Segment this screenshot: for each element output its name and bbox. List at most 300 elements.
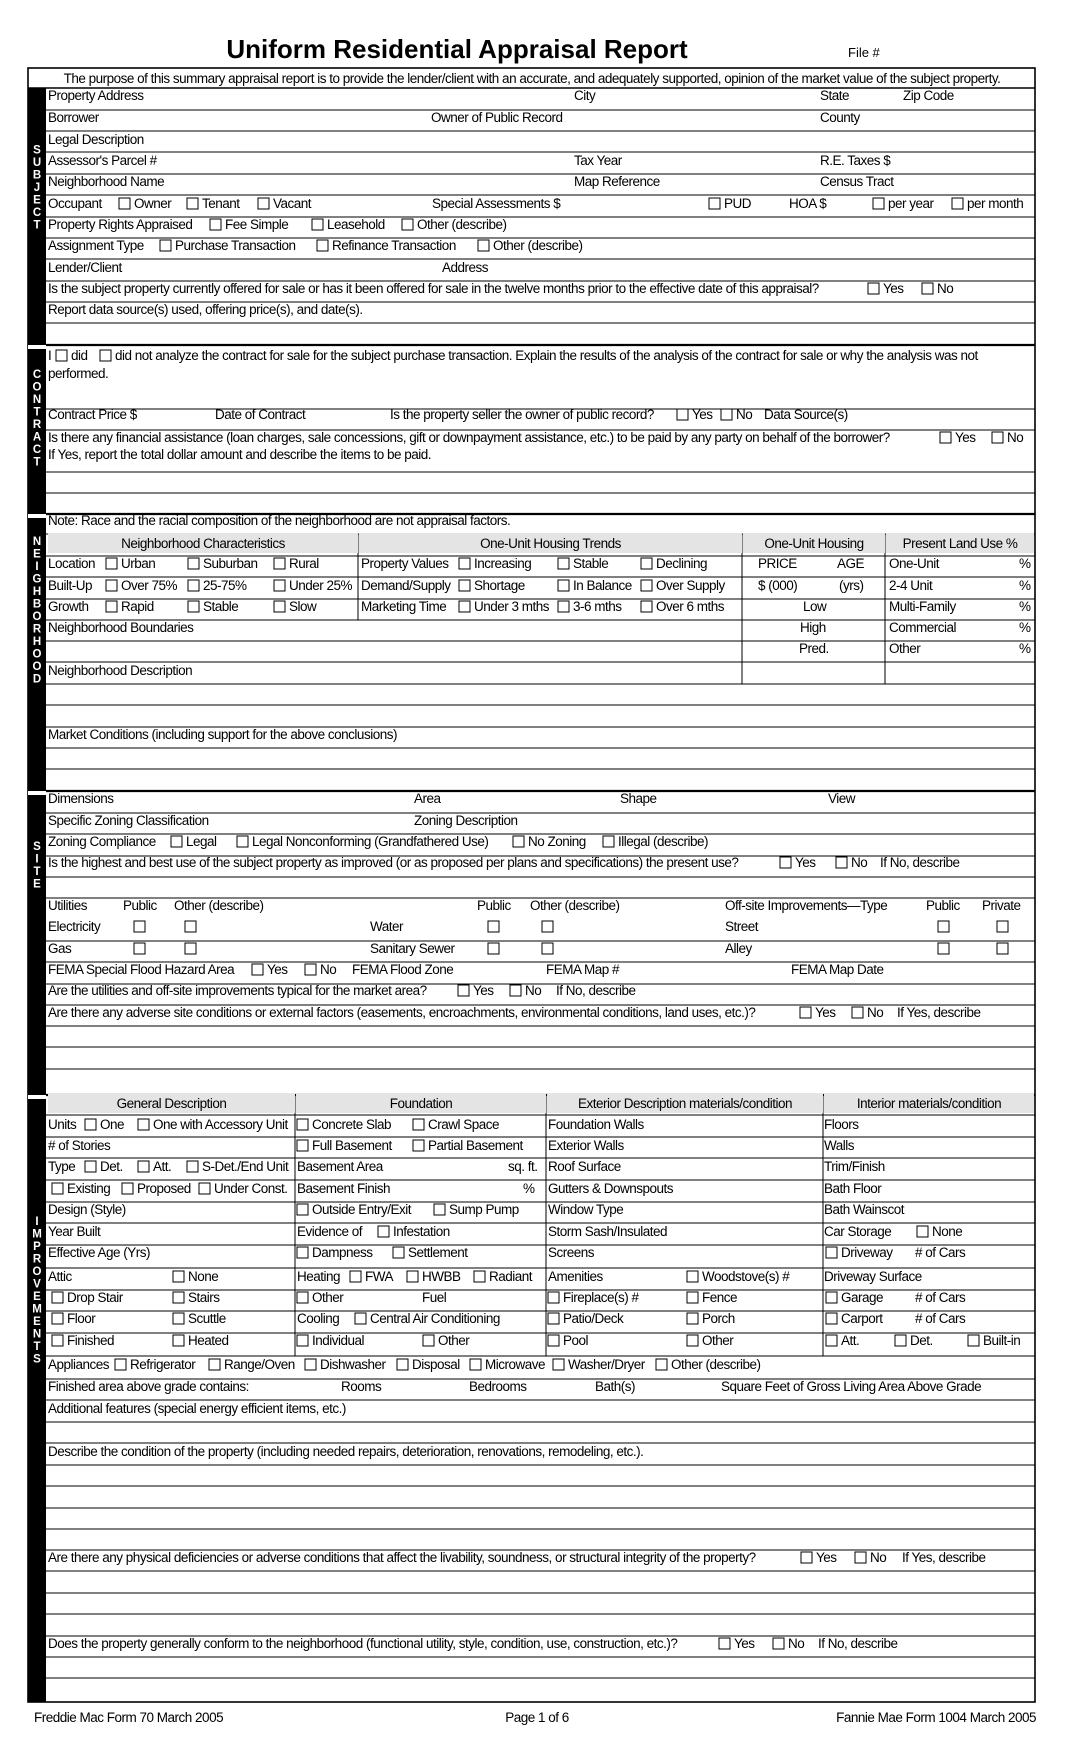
checkbox[interactable] [992,432,1003,443]
field-label: Square Feet of Gross Living Area Above Grade [721,1379,982,1394]
checkbox[interactable] [106,580,117,591]
field-label: Illegal (describe) [618,834,709,849]
field-label: Attic [48,1269,72,1284]
section-label-subject-char: B [32,169,42,182]
field-label: Growth [48,599,89,614]
checkbox[interactable] [458,985,469,996]
checkbox[interactable] [160,240,171,251]
checkbox[interactable] [940,432,951,443]
field-label: Specific Zoning Classification [48,813,209,828]
field-label: Leasehold [327,217,385,232]
field-label: If Yes, describe [897,1005,981,1020]
checkbox[interactable] [258,198,269,209]
section-notch [28,345,46,349]
checkbox[interactable] [134,943,145,954]
field-label: Borrower [48,110,99,125]
checkbox[interactable] [558,558,569,569]
field-label: Yes [883,281,904,296]
checkbox[interactable] [968,1335,979,1346]
checkbox[interactable] [185,921,196,932]
checkbox[interactable] [687,1335,698,1346]
checkbox[interactable] [106,558,117,569]
field-label: View [828,791,856,806]
field-label: Special Assessments $ [432,196,561,211]
section-label-improvements-char: P [33,1241,41,1253]
checkbox[interactable] [413,1140,424,1151]
field-label: Fence [702,1290,738,1305]
field-label: Built-in [983,1333,1021,1348]
field-label: Demand/Supply [361,578,451,593]
field-label: Legal Nonconforming (Grandfathered Use) [252,834,489,849]
field-label: Tenant [202,196,240,211]
section-label-neighborhood-char: E [33,548,41,561]
section-bar [28,88,46,1702]
checkbox[interactable] [641,601,652,612]
checkbox[interactable] [873,198,884,209]
checkbox[interactable] [917,1226,928,1237]
field-label: Screens [548,1245,595,1260]
field-label: Rooms [341,1379,382,1394]
field-label: Under 3 mths [474,599,550,614]
section-notch [28,791,46,795]
field-label: Garage [841,1290,884,1305]
table-header-label: Foundation [389,1096,453,1111]
checkbox[interactable] [407,1271,418,1282]
table-header-label: Neighborhood Characteristics [121,536,285,551]
field-label: Area [414,791,441,806]
checkbox[interactable] [52,1292,63,1303]
field-label: If No, describe [880,855,960,870]
field-label: Are there any physical deficiencies or adverse conditions that affect the livability, soundness, or structural integrity of the property? [48,1550,756,1565]
section-label-subject-char: S [33,144,41,157]
field-label: Fuel [422,1290,447,1305]
field-label: Declining [656,556,708,571]
field-label: High [800,620,826,635]
checkbox[interactable] [402,219,413,230]
checkbox[interactable] [305,1359,316,1370]
checkbox[interactable] [474,1271,485,1282]
field-label: Street [725,919,759,934]
footer-center: Page 1 of 6 [505,1710,569,1725]
checkbox[interactable] [134,921,145,932]
field-label: Shortage [474,578,525,593]
table-header-label: Interior materials/condition [856,1096,1002,1111]
field-label: HOA $ [789,196,827,211]
section-label-contract-char: R [32,419,42,431]
field-label: did not analyze the contract for sale for the subject purchase transaction. Explain the results of the analysis of the contract for sale or why the analysis was not [115,348,978,363]
section-label-neighborhood-char: O [32,611,42,623]
field-label: # of Cars [915,1245,966,1260]
checkbox[interactable] [938,921,949,932]
field-label: Porch [702,1311,735,1326]
checkbox[interactable] [826,1247,837,1258]
checkbox[interactable] [558,580,569,591]
section-label-improvements-char: R [32,1253,42,1266]
section-label-improvements-char: S [33,1353,41,1366]
section-label-contract-char: T [33,456,41,469]
checkbox[interactable] [510,985,521,996]
checkbox[interactable] [687,1313,698,1324]
form-title: Uniform Residential Appraisal Report [226,34,688,64]
field-label: Radiant [489,1269,533,1284]
field-label: Legal Description [48,132,144,147]
field-label: Other [889,641,921,656]
checkbox[interactable] [56,350,67,361]
field-label: Other (describe) [174,898,264,913]
checkbox[interactable] [922,283,933,294]
field-label: Neighborhood Name [48,174,165,189]
checkbox[interactable] [542,943,553,954]
checkbox[interactable] [173,1335,184,1346]
field-label: AGE [837,556,865,571]
field-label: performed. [48,366,109,381]
field-label: HWBB [422,1269,461,1284]
field-label: Public [926,898,960,913]
field-label: No [320,962,337,977]
field-label: Purchase Transaction [175,238,296,253]
checkbox[interactable] [997,921,1008,932]
field-label: (yrs) [839,578,864,593]
field-label: R.E. Taxes $ [820,153,891,168]
field-label: Heated [188,1333,229,1348]
field-label: Bath Wainscot [824,1202,905,1217]
field-label: Floor [67,1311,96,1326]
checkbox[interactable] [513,836,524,847]
checkbox[interactable] [434,1204,445,1215]
field-label: Basement Finish [297,1181,391,1196]
checkbox[interactable] [603,836,614,847]
field-label: % [1019,556,1031,571]
checkbox[interactable] [397,1359,408,1370]
field-label: Additional features (special energy efficient items, etc.) [48,1401,346,1416]
field-label: Suburban [203,556,258,571]
checkbox[interactable] [938,943,949,954]
checkbox[interactable] [773,1638,784,1649]
checkbox[interactable] [558,601,569,612]
field-label: Crawl Space [428,1117,500,1132]
field-label: Yes [795,855,816,870]
field-label: % [1019,578,1031,593]
checkbox[interactable] [185,943,196,954]
field-label: Finished [67,1333,115,1348]
field-label: Location [48,556,96,571]
section-notch [28,514,46,518]
checkbox[interactable] [297,1292,308,1303]
field-label: No [867,1005,884,1020]
field-label: Year Built [48,1224,101,1239]
table-header-label: One-Unit Housing [764,536,864,551]
checkbox[interactable] [187,1161,198,1172]
field-label: % [1019,599,1031,614]
checkbox[interactable] [895,1335,906,1346]
checkbox[interactable] [173,1292,184,1303]
field-label: Drop Stair [67,1290,123,1305]
section-label-subject-char: J [33,181,41,194]
file-number-label: File # [848,45,880,60]
section-label-neighborhood-char: O [32,648,42,661]
checkbox[interactable] [868,283,879,294]
field-label: Range/Oven [224,1357,295,1372]
field-label: sq. ft. [508,1159,538,1174]
checkbox[interactable] [855,1552,866,1563]
field-label: $ (000) [758,578,798,593]
field-label: Yes [816,1550,837,1565]
field-label: 3-6 mths [573,599,622,614]
section-label-improvements-char: E [33,1291,41,1303]
checkbox[interactable] [542,921,553,932]
checkbox[interactable] [52,1183,63,1194]
field-label: % [523,1181,535,1196]
section-label-site-char: I [35,853,39,866]
checkbox[interactable] [687,1292,698,1303]
checkbox[interactable] [297,1247,308,1258]
checkbox[interactable] [641,558,652,569]
field-label: Att. [841,1333,860,1348]
field-label: Are there any adverse site conditions or external factors (easements, encroachments, environmental conditions, land uses, etc.)? [48,1005,756,1020]
checkbox[interactable] [274,580,285,591]
field-label: Assignment Type [48,238,144,253]
checkbox[interactable] [800,1007,811,1018]
checkbox[interactable] [305,964,316,975]
section-label-site-char: S [33,841,41,853]
checkbox[interactable] [709,198,720,209]
field-label: Address [442,260,489,275]
checkbox[interactable] [470,1359,481,1370]
field-label: Zoning Description [414,813,518,828]
checkbox[interactable] [209,1359,220,1370]
checkbox[interactable] [119,198,130,209]
field-label: Sump Pump [449,1202,519,1217]
field-label: Under Const. [214,1181,288,1196]
checkbox[interactable] [780,857,791,868]
field-label: If Yes, report the total dollar amount and describe the items to be paid. [48,447,432,462]
field-label: City [574,88,596,103]
section-label-improvements-char: T [33,1341,41,1353]
section-label-neighborhood-char: I [35,561,39,573]
field-label: Is the property seller the owner of public record? [390,407,654,422]
field-label: Dimensions [48,791,114,806]
checkbox[interactable] [274,601,285,612]
checkbox[interactable] [210,219,221,230]
field-label: Concrete Slab [312,1117,392,1132]
footer-right: Fannie Mae Form 1004 March 2005 [836,1710,1036,1725]
checkbox[interactable] [719,1638,730,1649]
field-label: Other (describe) [671,1357,761,1372]
checkbox[interactable] [836,857,847,868]
checkbox[interactable] [138,1119,149,1130]
field-label: None [932,1224,963,1239]
field-label: Alley [725,941,752,956]
checkbox[interactable] [826,1292,837,1303]
checkbox[interactable] [952,198,963,209]
checkbox[interactable] [488,921,499,932]
field-label: Trim/Finish [824,1159,885,1174]
field-label: Settlement [408,1245,468,1260]
checkbox[interactable] [274,558,285,569]
checkbox[interactable] [188,601,199,612]
section-label-contract-char: O [32,381,42,394]
field-label: Data Source(s) [764,407,848,422]
field-label: Over 6 mths [656,599,725,614]
checkbox[interactable] [173,1313,184,1324]
field-label: Other [312,1290,344,1305]
field-label: Public [477,898,511,913]
checkbox[interactable] [297,1204,308,1215]
section-label-neighborhood-char: H [32,636,42,648]
field-label: Full Basement [312,1138,392,1153]
checkbox[interactable] [378,1226,389,1237]
checkbox[interactable] [297,1140,308,1151]
field-label: Does the property generally conform to the neighborhood (functional utility, style, condition, use, construction, etc.)? [48,1636,678,1651]
checkbox[interactable] [459,580,470,591]
field-label: Note: Race and the racial composition of the neighborhood are not appraisal factors. [48,513,511,528]
field-label: Neighborhood Boundaries [48,620,194,635]
checkbox[interactable] [52,1335,63,1346]
checkbox[interactable] [488,943,499,954]
field-label: Heating [297,1269,341,1284]
field-label: Public [123,898,157,913]
checkbox[interactable] [138,1161,149,1172]
field-label: Bath Floor [824,1181,882,1196]
checkbox[interactable] [852,1007,863,1018]
section-label-contract-char: A [32,431,42,444]
checkbox[interactable] [459,601,470,612]
field-label: Fireplace(s) # [563,1290,639,1305]
checkbox[interactable] [252,964,263,975]
checkbox[interactable] [85,1161,96,1172]
checkbox[interactable] [423,1335,434,1346]
checkbox[interactable] [641,580,652,591]
checkbox[interactable] [171,836,182,847]
field-label: Det. [100,1159,123,1174]
checkbox[interactable] [297,1119,308,1130]
field-label: Other [438,1333,470,1348]
checkbox[interactable] [122,1183,133,1194]
field-label: Yes [734,1636,755,1651]
checkbox[interactable] [478,240,489,251]
field-label: Yes [692,407,713,422]
field-label: Occupant [48,196,102,211]
section-label-subject-char: E [33,194,41,207]
field-label: Scuttle [188,1311,226,1326]
section-label-improvements-char: O [32,1266,42,1278]
checkbox[interactable] [297,1335,308,1346]
field-label: Type [48,1159,76,1174]
section-label-improvements-char: N [32,1328,42,1341]
field-label: Is the subject property currently offered for sale or has it been offered for sale in the twelve months prior to the effective date of this appraisal? [48,281,819,296]
checkbox[interactable] [997,943,1008,954]
field-label: per month [967,196,1024,211]
checkbox[interactable] [187,198,198,209]
field-label: Over Supply [656,578,725,593]
field-label: Report data source(s) used, offering price(s), and date(s). [48,302,363,317]
field-label: Yes [267,962,288,977]
section-label-improvements-char: M [32,1303,42,1316]
section-label-contract-char: T [33,406,41,419]
field-label: Outside Entry/Exit [312,1202,412,1217]
field-label: Other (describe) [417,217,507,232]
field-label: Utilities [48,898,88,913]
checkbox[interactable] [459,558,470,569]
field-label: Dishwasher [320,1357,386,1372]
checkbox[interactable] [656,1359,667,1370]
checkbox[interactable] [115,1359,126,1370]
checkbox[interactable] [100,350,111,361]
field-label: Marketing Time [361,599,447,614]
checkbox[interactable] [548,1313,559,1324]
field-label: If No, describe [556,983,636,998]
checkbox[interactable] [413,1119,424,1130]
field-label: Exterior Walls [548,1138,624,1153]
section-label-improvements-char: E [33,1316,41,1328]
checkbox[interactable] [677,409,688,420]
checkbox[interactable] [199,1183,210,1194]
field-label: Describe the condition of the property (including needed repairs, deterioration, renovations, remodeling, etc.). [48,1444,644,1459]
field-label: Yes [815,1005,836,1020]
checkbox[interactable] [548,1292,559,1303]
field-label: Design (Style) [48,1202,126,1217]
field-label: Patio/Deck [563,1311,624,1326]
checkbox[interactable] [355,1313,366,1324]
checkbox[interactable] [317,240,328,251]
field-label: Refinance Transaction [332,238,456,253]
checkbox[interactable] [548,1335,559,1346]
checkbox[interactable] [721,409,732,420]
checkbox[interactable] [826,1313,837,1324]
field-label: Walls [824,1138,854,1153]
field-label: Gas [48,941,72,956]
field-label: No [788,1636,805,1651]
section-label-subject-char: C [32,206,42,219]
checkbox[interactable] [52,1313,63,1324]
checkbox[interactable] [687,1271,698,1282]
section-label-neighborhood-char: B [32,598,42,611]
checkbox[interactable] [106,601,117,612]
field-label: Storm Sash/Insulated [548,1224,668,1239]
section-label-site-char: E [33,878,41,891]
field-label: % [1019,620,1031,635]
table-header-label: Exterior Description materials/condition [577,1096,793,1111]
field-label: Gutters & Downspouts [548,1181,674,1196]
field-label: Appliances [48,1357,110,1372]
section-label-subject-char: U [32,156,42,169]
field-label: Sanitary Sewer [370,941,455,956]
section-label-contract-char: C [32,444,42,456]
checkbox[interactable] [826,1335,837,1346]
checkbox[interactable] [173,1271,184,1282]
field-label: Woodstove(s) # [702,1269,790,1284]
checkbox[interactable] [801,1552,812,1563]
field-label: Finished area above grade contains: [48,1379,249,1394]
section-label-neighborhood-char: R [32,623,42,636]
field-label: No Zoning [528,834,586,849]
field-label: Tax Year [574,153,622,168]
checkbox[interactable] [350,1271,361,1282]
checkbox[interactable] [188,580,199,591]
checkbox[interactable] [188,558,199,569]
field-label: Other (describe) [530,898,620,913]
checkbox[interactable] [237,836,248,847]
section-label-contract-char: N [32,394,42,406]
field-label: Urban [121,556,156,571]
checkbox[interactable] [393,1247,404,1258]
field-label: Commercial [889,620,957,635]
checkbox[interactable] [85,1119,96,1130]
field-label: 2-4 Unit [889,578,933,593]
checkbox[interactable] [312,219,323,230]
field-label: did [71,348,88,363]
checkbox[interactable] [553,1359,564,1370]
